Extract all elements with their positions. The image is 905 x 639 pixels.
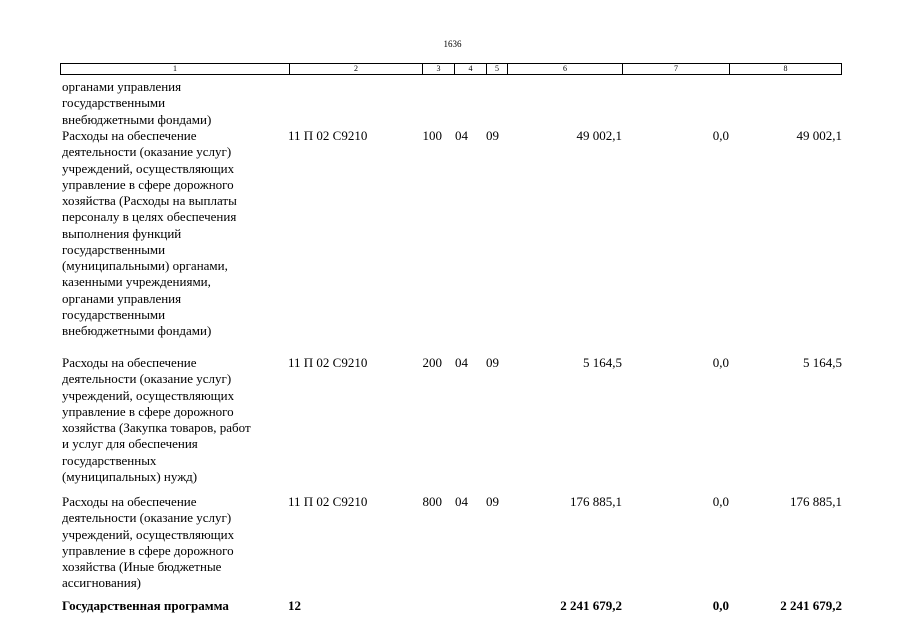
program-row-code: 12 — [288, 598, 301, 613]
program-row-sum-8: 2 241 679,2 — [780, 598, 842, 613]
text-line: органами управления — [62, 79, 182, 94]
text-line: ассигнования) — [62, 575, 142, 591]
text-line: казенными учреждениями, — [62, 274, 211, 290]
row-1-description — [62, 128, 288, 339]
text-line: внебюджетными фондами) — [62, 111, 212, 127]
row-3-rz: 04 — [455, 494, 468, 509]
row-2-code: 11 П 02 С9210 — [288, 355, 368, 370]
table-header — [60, 63, 842, 75]
header-col-7: 7 — [622, 64, 729, 74]
text-line: хозяйства (Закупка товаров, работ — [62, 420, 251, 435]
row-2-pr: 09 — [486, 355, 499, 370]
text-line: государственными — [62, 95, 166, 111]
program-row-sum-6: 2 241 679,2 — [560, 598, 622, 613]
text-line: деятельности (оказание услуг) — [62, 144, 232, 160]
row-2-rz: 04 — [455, 355, 468, 370]
header-col-3: 3 — [422, 64, 454, 74]
text-line: управление в сфере дорожного — [62, 542, 234, 558]
text-line: органами управления — [62, 290, 182, 306]
text-line: Расходы на обеспечение — [62, 355, 197, 370]
header-col-6: 6 — [507, 64, 622, 74]
program-row-sum-7: 0,0 — [712, 598, 729, 613]
text-line: и услуг для обеспечения — [62, 436, 198, 452]
header-col-2: 2 — [289, 64, 422, 74]
header-col-4: 4 — [454, 64, 486, 74]
row-2-description — [62, 355, 288, 485]
row-3-pr: 09 — [486, 494, 499, 509]
header-col-8: 8 — [729, 64, 841, 74]
header-col-5: 5 — [486, 64, 507, 74]
row-1-sum-7: 0,0 — [712, 128, 729, 143]
row-1-vr: 100 — [422, 128, 442, 143]
text-line: (муниципальными) органами, — [62, 258, 228, 273]
text-line: управление в сфере дорожного — [62, 176, 234, 192]
text-line: деятельности (оказание услуг) — [62, 371, 232, 387]
text-line: учреждений, осуществляющих — [62, 160, 235, 176]
continuation-text — [62, 79, 288, 128]
row-3-sum-6: 176 885,1 — [570, 494, 622, 509]
header-col-1: 1 — [173, 64, 177, 73]
text-line: государственными — [62, 241, 166, 257]
row-2-sum-6: 5 164,5 — [583, 355, 622, 370]
row-3-sum-7: 0,0 — [712, 494, 729, 509]
row-2-sum-8: 5 164,5 — [803, 355, 842, 370]
row-1-sum-8: 49 002,1 — [796, 128, 842, 143]
page-number: 1636 — [443, 39, 462, 49]
row-2-vr: 200 — [422, 355, 442, 370]
text-line: (муниципальных) нужд) — [62, 468, 198, 484]
row-3-code: 11 П 02 С9210 — [288, 494, 368, 509]
text-line: учреждений, осуществляющих — [62, 387, 235, 403]
row-3-sum-8: 176 885,1 — [790, 494, 842, 509]
text-line: выполнения функций — [62, 225, 182, 241]
row-3-description — [62, 494, 288, 592]
row-1-rz: 04 — [455, 128, 468, 143]
text-line: деятельности (оказание услуг) — [62, 510, 232, 526]
row-1-code: 11 П 02 С9210 — [288, 128, 368, 143]
text-line: Расходы на обеспечение — [62, 128, 197, 143]
text-line: учреждений, осуществляющих — [62, 526, 235, 542]
text-line: государственными — [62, 306, 166, 322]
text-line: государственных — [62, 452, 157, 468]
row-3-vr: 800 — [422, 494, 442, 509]
text-line: персоналу в целях обеспечения — [62, 209, 237, 225]
text-line: управление в сфере дорожного — [62, 403, 234, 419]
text-line: Расходы на обеспечение — [62, 494, 197, 509]
program-row-description: Государственная программа — [62, 598, 229, 613]
row-1-pr: 09 — [486, 128, 499, 143]
row-2-sum-7: 0,0 — [712, 355, 729, 370]
text-line: внебюджетными фондами) — [62, 323, 212, 338]
row-1-sum-6: 49 002,1 — [576, 128, 622, 143]
text-line: хозяйства (Расходы на выплаты — [62, 193, 237, 208]
text-line: хозяйства (Иные бюджетные — [62, 559, 222, 574]
